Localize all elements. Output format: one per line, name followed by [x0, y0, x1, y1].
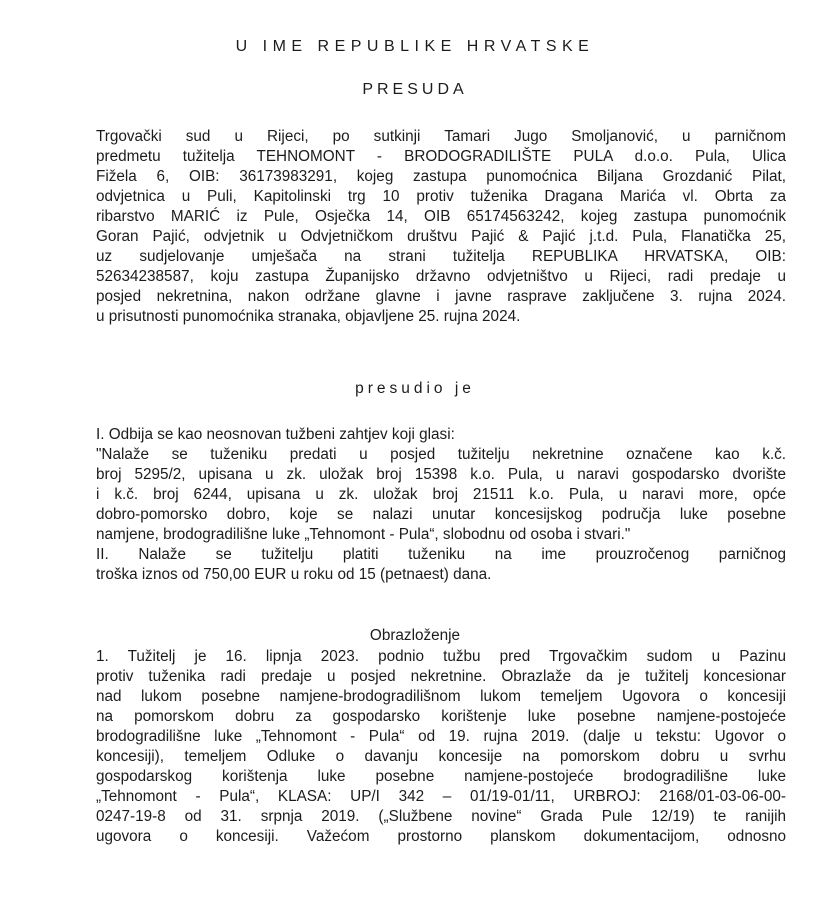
document-title: PRESUDA — [362, 81, 468, 98]
reasoning-heading: Obrazloženje — [369, 627, 461, 644]
reasoning-line: koncesiji), temeljem Odluke o davanju koncesije na pomorskom dobru u svrhu — [96, 748, 786, 765]
ruling-line: I. Odbija se kao neosnovan tužbeni zahtjev koji glasi: — [96, 426, 455, 443]
ruling-heading: presudio je — [355, 380, 475, 397]
intro-line: odvjetnica u Puli, Kapitolinski trg 10 protiv tuženika Dragana Marića vl. Obrta za — [96, 188, 786, 205]
intro-line: 52634238587, koju zastupa Županijsko državno odvjetništvo u Rijeci, radi predaje u — [96, 268, 786, 285]
reasoning-line: na pomorskom dobru za gospodarsko korištenje luke posebne namjene-postojeće — [96, 708, 786, 725]
intro-line: Fižela 6, OIB: 36173983291, kojeg zastupa punomoćnica Biljana Grozdanić Pilat, — [96, 168, 786, 185]
intro-line: Trgovački sud u Rijeci, po sutkinji Tamari Jugo Smoljanović, u parničnom — [96, 128, 786, 145]
reasoning-line: gospodarskog korištenja luke posebne namjene-postojeće brodogradilišne luke — [96, 768, 786, 785]
intro-line: u prisutnosti punomoćnika stranaka, objavljene 25. rujna 2024. — [96, 308, 521, 325]
reasoning-line: „Tehnomont - Pula“, KLASA: UP/I 342 – 01/19-01/11, URBROJ: 2168/01-03-06-00- — [96, 788, 786, 805]
court-heading: U IME REPUBLIKE HRVATSKE — [235, 38, 595, 55]
ruling-line: namjene, brodogradilišne luke „Tehnomont - Pula“, slobodnu od osoba i stvari." — [96, 526, 631, 543]
reasoning-line: ugovora o koncesiji. Važećom prostorno planskom dokumentacijom, odnosno — [96, 828, 786, 845]
reasoning-line: 1. Tužitelj je 16. lipnja 2023. podnio tužbu pred Trgovačkim sudom u Pazinu — [96, 648, 786, 665]
ruling-line: i k.č. broj 6244, upisana u zk. uložak broj 21511 k.o. Pula, u naravi more, opće — [96, 486, 786, 503]
ruling-line: "Nalaže se tuženiku predati u posjed tužitelju nekretnine označene kao k.č. — [96, 446, 786, 463]
intro-paragraph — [96, 127, 786, 327]
reasoning-line: nad lukom posebne namjene-brodogradilišnom lukom temeljem Ugovora o koncesiji — [96, 688, 786, 705]
intro-line: predmetu tužitelja TEHNOMONT - BRODOGRADILIŠTE PULA d.o.o. Pula, Ulica — [96, 148, 786, 165]
ruling-line: broj 5295/2, upisana u zk. uložak broj 15398 k.o. Pula, u naravi gospodarsko dvorište — [96, 466, 786, 483]
reasoning-line: brodogradilišne luke „Tehnomont - Pula“ od 19. rujna 2019. (dalje u tekstu: Ugovor o — [96, 728, 786, 745]
intro-line: uz sudjelovanje umješača na strani tužitelja REPUBLIKA HRVATSKA, OIB: — [96, 248, 786, 265]
ruling-line: dobro-pomorsko dobro, koje se nalazi unutar koncesijskog područja luke posebne — [96, 506, 786, 523]
ruling-line: II. Nalaže se tužitelju platiti tuženiku na ime prouzročenog parničnog — [96, 546, 786, 563]
intro-line: ribarstvo MARIĆ iz Pule, Osječka 14, OIB 65174563242, kojeg zastupa punomoćnik — [96, 208, 786, 225]
intro-line: posjed nekretnina, nakon održane glavne i javne rasprave zaključene 3. rujna 2024. — [96, 288, 786, 305]
reasoning-line: 0247-19-8 od 31. srpnja 2019. („Službene novine“ Grada Pule 12/19) te ranijih — [96, 808, 786, 825]
reasoning-paragraph — [96, 647, 786, 847]
ruling-line: troška iznos od 750,00 EUR u roku od 15 (petnaest) dana. — [96, 566, 492, 583]
reasoning-line: protiv tuženika radi predaje u posjed nekretnine. Obrazlaže da je tužitelj koncesionar — [96, 668, 786, 685]
intro-line: Goran Pajić, odvjetnik u Odvjetničkom društvu Pajić & Pajić j.t.d. Pula, Flanatička 25, — [96, 228, 786, 245]
ruling-section — [96, 425, 786, 585]
